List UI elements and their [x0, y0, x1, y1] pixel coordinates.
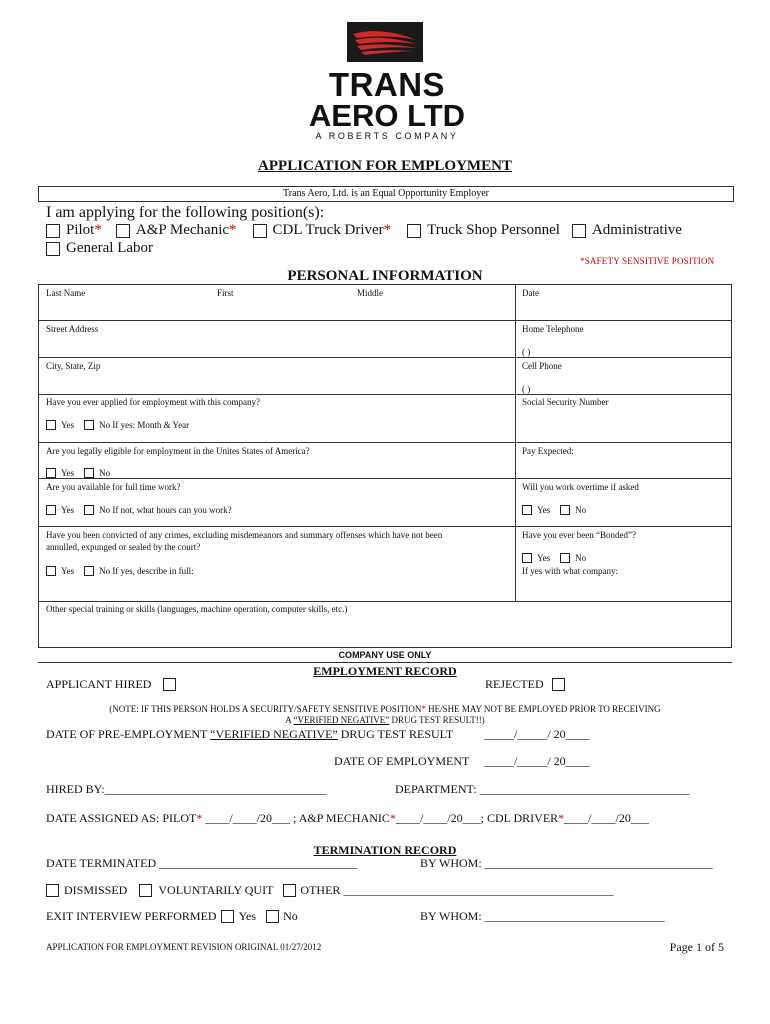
department-field[interactable]: DEPARTMENT: ___________________________________ [395, 782, 690, 796]
personal-info-grid [38, 284, 732, 648]
assigned-mechanic-asterisk: * [389, 811, 396, 825]
pay-expected-label: Pay Expected: [522, 446, 574, 456]
cell-phone-area-code: ( ) [522, 384, 531, 394]
general-labor-checkbox[interactable] [46, 242, 60, 256]
exit-interview-yes-checkbox[interactable] [221, 910, 234, 923]
grid-line [38, 601, 732, 602]
bonded-question: Have you ever been “Bonded”? [522, 530, 636, 540]
home-phone-area-code: ( ) [522, 347, 531, 357]
eligible-no-label: No [99, 468, 111, 478]
cdl-checkbox[interactable] [253, 224, 267, 238]
overtime-yes-checkbox[interactable] [522, 505, 532, 515]
convicted-no-label: No If yes, describe in full: [99, 566, 194, 576]
grid-line [38, 526, 732, 527]
middle-name-label: Middle [357, 288, 383, 298]
date-label: Date [522, 288, 539, 298]
full-time-no-label: No If not, what hours can you work? [99, 505, 232, 515]
general-labor-label: General Labor [66, 240, 154, 256]
convicted-question-line2: annulled, expunged or sealed by the court? [46, 542, 201, 552]
bonded-yes-label: Yes [537, 553, 551, 563]
eligible-yes-label: Yes [61, 468, 75, 478]
logo-brand: TRANS [328, 66, 446, 103]
eligible-options [46, 468, 110, 478]
grid-divider [515, 284, 516, 601]
logo-tagline: A ROBERTS COMPANY [315, 131, 459, 141]
eligible-no-checkbox[interactable] [84, 468, 94, 478]
company-use-heading: COMPANY USE ONLY [338, 650, 432, 660]
pre-employment-date-field[interactable]: _____/_____/ 20____ [484, 727, 590, 741]
mechanic-checkbox[interactable] [116, 224, 130, 238]
dismissed-label: DISMISSED [64, 883, 128, 897]
pre-employment-label: DATE OF PRE-EMPLOYMENT [46, 727, 211, 741]
pilot-label: Pilot [66, 222, 95, 238]
exit-interview-no-checkbox[interactable] [266, 910, 279, 923]
termination-reason-row [46, 883, 613, 898]
bonded-company-label: If yes with what company: [522, 566, 618, 576]
applied-yes-checkbox[interactable] [46, 420, 56, 430]
convicted-yes-checkbox[interactable] [46, 566, 56, 576]
drug-test-note-line1 [38, 704, 732, 714]
assigned-mechanic-label: ____/____/20___ ; A&P MECHANIC [202, 811, 390, 825]
note-asterisk: * [421, 704, 426, 714]
cdl-label: CDL Truck Driver [272, 222, 384, 238]
other-checkbox[interactable] [283, 884, 296, 897]
voluntarily-quit-label: VOLUNTARILY QUIT [158, 883, 274, 897]
cdl-asterisk: * [383, 222, 392, 238]
by-whom-terminated-field[interactable]: BY WHOM: ______________________________________ [420, 856, 713, 870]
convicted-no-checkbox[interactable] [84, 566, 94, 576]
rejected-label: REJECTED [485, 677, 544, 691]
eeo-statement: Trans Aero, Ltd. is an Equal Opportunity Employer [38, 186, 734, 202]
revision-footer: APPLICATION FOR EMPLOYMENT REVISION ORIGINAL 01/27/2012 [46, 942, 322, 952]
applicant-hired-row [46, 677, 176, 692]
assigned-pilot-label: DATE ASSIGNED AS: PILOT [46, 811, 197, 825]
exit-interview-label: EXIT INTERVIEW PERFORMED [46, 909, 217, 923]
applicant-hired-label: APPLICANT HIRED [46, 677, 152, 691]
assigned-pilot-asterisk: * [196, 811, 203, 825]
logo-swoosh-icon [347, 22, 423, 62]
home-telephone-label: Home Telephone [522, 324, 584, 334]
pilot-checkbox[interactable] [46, 224, 60, 238]
note-verified-negative: “VERIFIED NEGATIVE” [293, 715, 390, 725]
mechanic-asterisk: * [229, 222, 237, 238]
assigned-cdl-date: ____/____/20___ [564, 811, 649, 825]
rejected-checkbox[interactable] [552, 678, 565, 691]
grid-line [38, 320, 732, 321]
positions-row-2 [46, 240, 153, 257]
assigned-cdl-asterisk: * [558, 811, 565, 825]
page-number: Page 1 of 5 [669, 940, 724, 954]
positions-row-1 [46, 222, 682, 239]
overtime-yes-label: Yes [537, 505, 551, 515]
applied-before-question: Have you ever applied for employment with this company? [46, 397, 260, 407]
date-of-employment-label: DATE OF EMPLOYMENT [334, 754, 470, 768]
convicted-options [46, 566, 194, 576]
bonded-options [522, 553, 586, 563]
administrative-checkbox[interactable] [572, 224, 586, 238]
full-time-question: Are you available for full time work? [46, 482, 181, 492]
by-whom-exit-field[interactable]: BY WHOM: ______________________________ [420, 909, 665, 923]
note-text-2a: A [285, 715, 294, 725]
grid-line [38, 357, 732, 358]
grid-line [38, 478, 732, 479]
mechanic-label: A&P Mechanic [135, 222, 230, 238]
ssn-label: Social Security Number [522, 397, 609, 407]
full-time-yes-label: Yes [61, 505, 75, 515]
exit-interview-yes-label: Yes [238, 909, 257, 923]
personal-info-heading: PERSONAL INFORMATION [287, 268, 483, 284]
exit-interview-row [46, 909, 298, 924]
note-text-1: (NOTE: IF THIS PERSON HOLDS A SECURITY/SAFETY SENSITIVE POSITION [109, 704, 422, 714]
employment-record-heading: EMPLOYMENT RECORD [313, 664, 457, 678]
street-address-label: Street Address [46, 324, 99, 334]
applied-before-options [46, 420, 189, 430]
pre-employment-drug-test: DRUG TEST RESULT [337, 727, 454, 741]
voluntarily-quit-checkbox[interactable] [139, 884, 152, 897]
applied-yes-label: Yes [61, 420, 75, 430]
city-state-zip-label: City, State, Zip [46, 361, 101, 371]
overtime-no-label: No [575, 505, 587, 515]
applied-no-checkbox[interactable] [84, 420, 94, 430]
overtime-no-checkbox[interactable] [560, 505, 570, 515]
assigned-cdl-label: ____/____/20___; CDL DRIVER [395, 811, 559, 825]
date-terminated-field[interactable]: DATE TERMINATED _________________________________ [46, 856, 358, 870]
safety-sensitive-note: *SAFETY SENSITIVE POSITION [580, 256, 715, 266]
full-time-yes-checkbox[interactable] [46, 505, 56, 515]
exit-interview-no-label: No [283, 909, 298, 923]
hired-by-field[interactable]: HIRED BY:_____________________________________ [46, 782, 327, 796]
note-text-2c: DRUG TEST RESULT!!) [389, 715, 485, 725]
bonded-no-checkbox[interactable] [560, 553, 570, 563]
pilot-asterisk: * [94, 222, 102, 238]
last-name-label: Last Name [46, 288, 86, 298]
other-field[interactable]: OTHER _____________________________________________ [300, 883, 614, 897]
truck-shop-label: Truck Shop Personnel [427, 222, 560, 238]
convicted-question-line1: Have you been convicted of any crimes, excluding misdemeanors and summary offenses which have not been [46, 530, 443, 540]
date-assigned-row[interactable] [46, 811, 649, 826]
form-title: APPLICATION FOR EMPLOYMENT [258, 158, 512, 174]
overtime-options [522, 505, 586, 515]
legally-eligible-question: Are you legally eligible for employment in the Unites States of America? [46, 446, 310, 456]
note-text-1b: HE/SHE MAY NOT BE EMPLOYED PRIOR TO RECEIVING [425, 704, 661, 714]
company-logo-mark [347, 22, 423, 62]
pre-employment-verified-negative: “VERIFIED NEGATIVE” [210, 727, 338, 741]
grid-line [38, 442, 732, 443]
grid-line [38, 394, 732, 395]
positions-heading: I am applying for the following position(s): [46, 204, 325, 221]
pre-employment-row [46, 727, 453, 742]
bonded-no-label: No [575, 553, 587, 563]
administrative-label: Administrative [591, 222, 682, 238]
convicted-yes-label: Yes [61, 566, 75, 576]
dismissed-checkbox[interactable] [46, 884, 59, 897]
truck-shop-checkbox[interactable] [407, 224, 421, 238]
applicant-hired-checkbox[interactable] [163, 678, 176, 691]
cell-phone-label: Cell Phone [522, 361, 562, 371]
full-time-no-checkbox[interactable] [84, 505, 94, 515]
full-time-options [46, 505, 232, 515]
date-of-employment-field[interactable]: _____/_____/ 20____ [484, 754, 590, 768]
logo-brand-line2: AERO LTD [308, 98, 466, 133]
termination-record-heading: TERMINATION RECORD [313, 843, 457, 857]
drug-test-note-line2 [38, 715, 732, 725]
other-skills-label: Other special training or skills (languages, machine operation, computer skills, etc.) [46, 604, 348, 614]
rejected-row [485, 677, 565, 692]
overtime-question: Will you work overtime if asked [522, 482, 639, 492]
applied-no-label: No If yes: Month & Year [99, 420, 190, 430]
eligible-yes-checkbox[interactable] [46, 468, 56, 478]
bonded-yes-checkbox[interactable] [522, 553, 532, 563]
first-name-label: First [217, 288, 234, 298]
